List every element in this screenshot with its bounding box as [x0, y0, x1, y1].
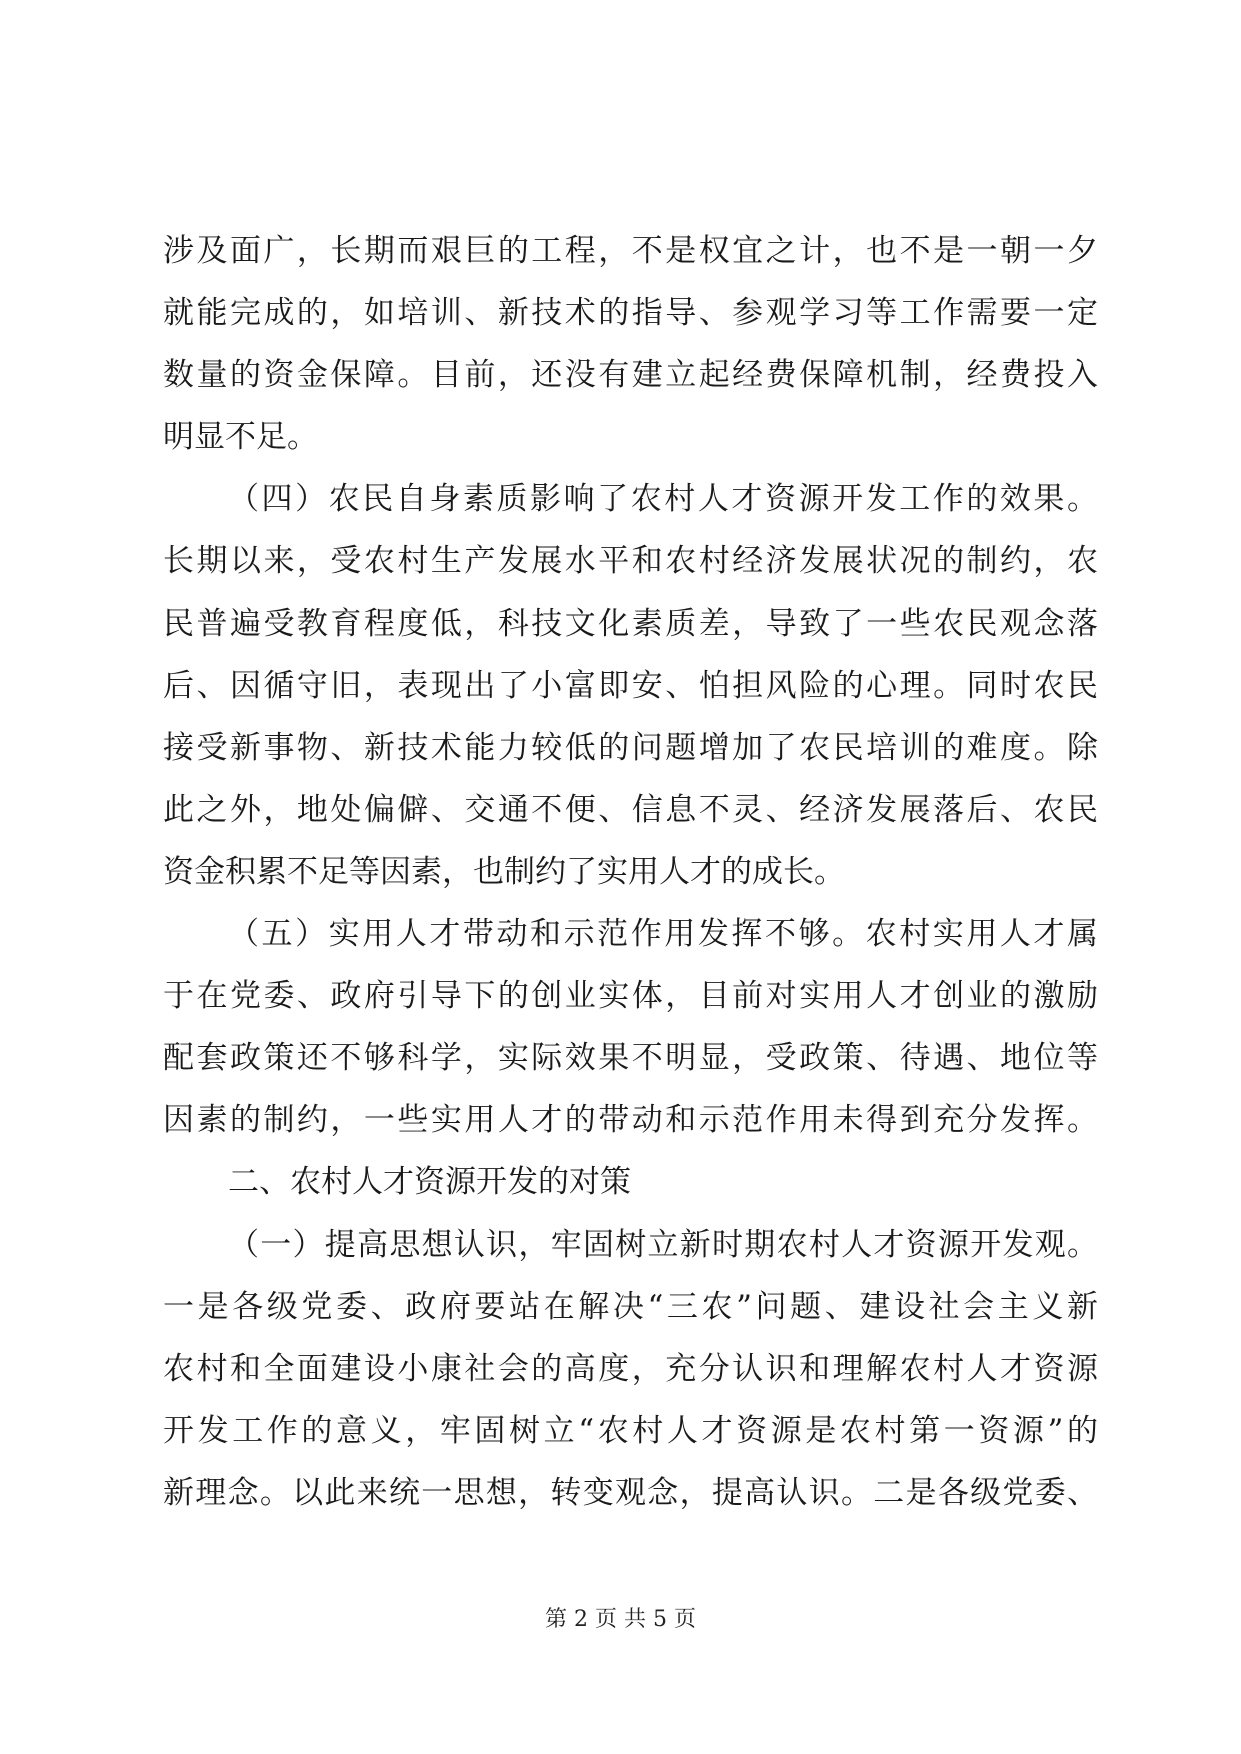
text-line: 一是各级党委、政府要站在解决“三农”问题、建设社会主义新 [163, 1288, 1098, 1325]
text-line: 于在党委、政府引导下的创业实体，目前对实用人才创业的激励 [163, 978, 1098, 1015]
text-line: 配套政策还不够科学，实际效果不明显，受政策、待遇、地位等 [163, 1040, 1098, 1077]
text-line: 此之外，地处偏僻、交通不便、信息不灵、经济发展落后、农民 [163, 791, 1098, 828]
text-line: 农村和全面建设小康社会的高度，充分认识和理解农村人才资源 [163, 1350, 1098, 1387]
text-line: 涉及面广，长期而艰巨的工程，不是权宜之计，也不是一朝一夕 [163, 233, 1098, 269]
text-line: 后、因循守旧，表现出了小富即安、怕担风险的心理。同时农民 [163, 667, 1098, 704]
text-line: 就能完成的，如培训、新技术的指导、参观学习等工作需要一定 [163, 295, 1098, 332]
text-line: 新理念。以此来统一思想，转变观念，提高认识。二是各级党委、 [163, 1474, 1098, 1511]
text-line: 民普遍受教育程度低，科技文化素质差，导致了一些农民观念落 [163, 605, 1098, 642]
text-line: 二、农村人才资源开发的对策 [228, 1164, 631, 1201]
text-line: （一）提高思想认识，牢固树立新时期农村人才资源开发观。 [228, 1226, 1098, 1263]
text-line: 数量的资金保障。目前，还没有建立起经费保障机制，经费投入 [163, 357, 1098, 394]
text-line: （五）实用人才带动和示范作用发挥不够。农村实用人才属 [228, 916, 1098, 953]
body-text [163, 220, 1098, 1524]
text-line: 资金积累不足等因素，也制约了实用人才的成长。 [163, 853, 845, 890]
text-line: 明显不足。 [163, 419, 318, 456]
page-footer: 第 2 页 共 5 页 [545, 1607, 696, 1632]
text-line: 接受新事物、新技术能力较低的问题增加了农民培训的难度。除 [163, 729, 1098, 766]
text-line: 开发工作的意义，牢固树立“农村人才资源是农村第一资源”的 [163, 1412, 1098, 1449]
text-line: 因素的制约，一些实用人才的带动和示范作用未得到充分发挥。 [163, 1102, 1098, 1139]
text-line: （四）农民自身素质影响了农村人才资源开发工作的效果。 [228, 481, 1098, 518]
text-line: 长期以来，受农村生产发展水平和农村经济发展状况的制约，农 [163, 543, 1098, 580]
